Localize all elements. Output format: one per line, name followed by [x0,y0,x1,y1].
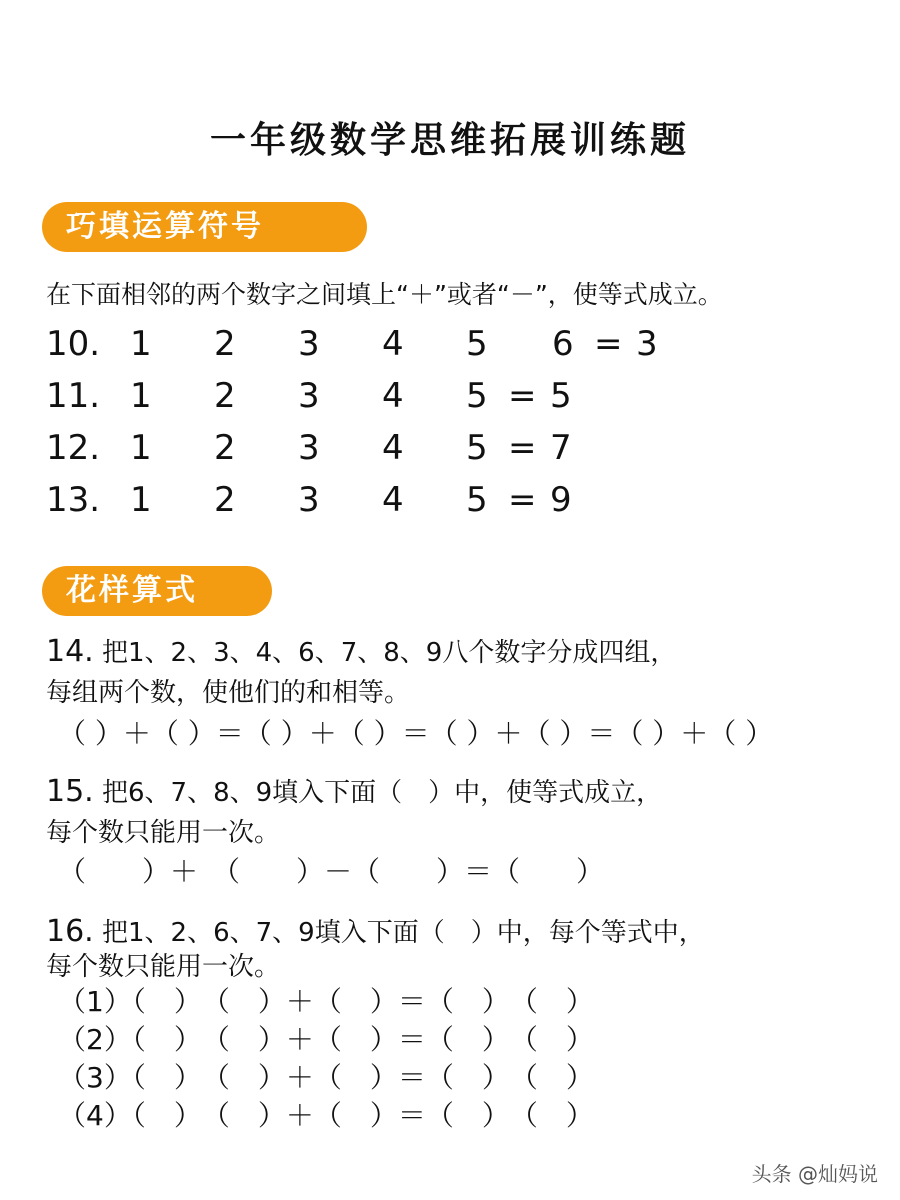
number: 4 [382,480,404,520]
number: 3 [298,480,320,520]
question-16-line1 [46,912,705,949]
number: 4 [382,428,404,468]
row-label: 10. [46,324,101,364]
row-pattern: （ ） （ ）＋（ ）＝（ ） （ ） [131,985,594,1018]
row-label: （2） [58,1023,132,1056]
number: 2 [214,324,236,364]
question-number: 14. [46,634,94,669]
number: 6 [552,324,574,364]
row-label: 13. [46,480,101,520]
question-16-row-3 [58,1056,594,1096]
number: 1 [130,480,152,520]
result: 9 [550,480,572,520]
number: 2 [214,428,236,468]
row-pattern: （ ） （ ）＋（ ）＝（ ） （ ） [131,1061,594,1094]
section-heading-operators: 巧填运算符号 [42,202,367,252]
number: 5 [466,480,488,520]
question-number: 16. [46,914,94,949]
question-16-line2: 每个数只能用一次。 [46,952,281,982]
section-heading-equations: 花样算式 [42,566,272,616]
page-title: 一年级数学思维拓展训练题 [209,120,690,161]
number: 4 [382,324,404,364]
row-label: 12. [46,428,101,468]
row-pattern: （ ） （ ）＋（ ）＝（ ） （ ） [131,1023,594,1056]
number: 5 [466,428,488,468]
question-number: 15. [46,774,94,809]
result: 5 [550,376,572,416]
question-text: 把1、2、6、7、9填入下面（ ）中，每个等式中， [101,918,705,948]
question-14-line1 [46,632,676,669]
number: 2 [214,480,236,520]
result: 3 [636,324,658,364]
question-14-pattern: （ ）＋（ ）＝（ ）＋（ ）＝（ ）＋（ ）＝（ ）＋（ ） [58,717,774,750]
number: 5 [466,376,488,416]
question-text: 把6、7、8、9填入下面（ ）中，使等式成立， [101,778,663,808]
question-16-row-1 [58,980,594,1020]
question-16-row-2 [58,1018,594,1058]
question-15-line2: 每个数只能用一次。 [46,818,281,848]
equals-sign: = [508,480,537,520]
instruction-text: 在下面相邻的两个数字之间填上“＋”或者“－”，使等式成立。 [46,280,723,309]
row-label: （3） [58,1061,132,1094]
row-pattern: （ ） （ ）＋（ ）＝（ ） （ ） [131,1099,594,1132]
question-15-pattern: （ ）＋ （ ）－（ ）＝（ ） [58,855,605,888]
result: 7 [550,428,572,468]
row-label: （4） [58,1099,132,1132]
number: 1 [130,324,152,364]
question-text: 把1、2、3、4、6、7、8、9八个数字分成四组， [101,638,677,668]
number: 3 [298,428,320,468]
equals-sign: = [508,428,537,468]
number: 3 [298,324,320,364]
number: 3 [298,376,320,416]
row-label: （1） [58,985,132,1018]
number: 4 [382,376,404,416]
watermark: 头条 @灿妈说 [751,1162,878,1186]
equals-sign: = [594,324,623,364]
number: 2 [214,376,236,416]
number: 1 [130,376,152,416]
number: 1 [130,428,152,468]
question-14-line2: 每组两个数，使他们的和相等。 [46,678,411,708]
row-label: 11. [46,376,101,416]
number: 5 [466,324,488,364]
question-15-line1 [46,772,662,809]
equals-sign: = [508,376,537,416]
question-16-row-4 [58,1094,594,1134]
